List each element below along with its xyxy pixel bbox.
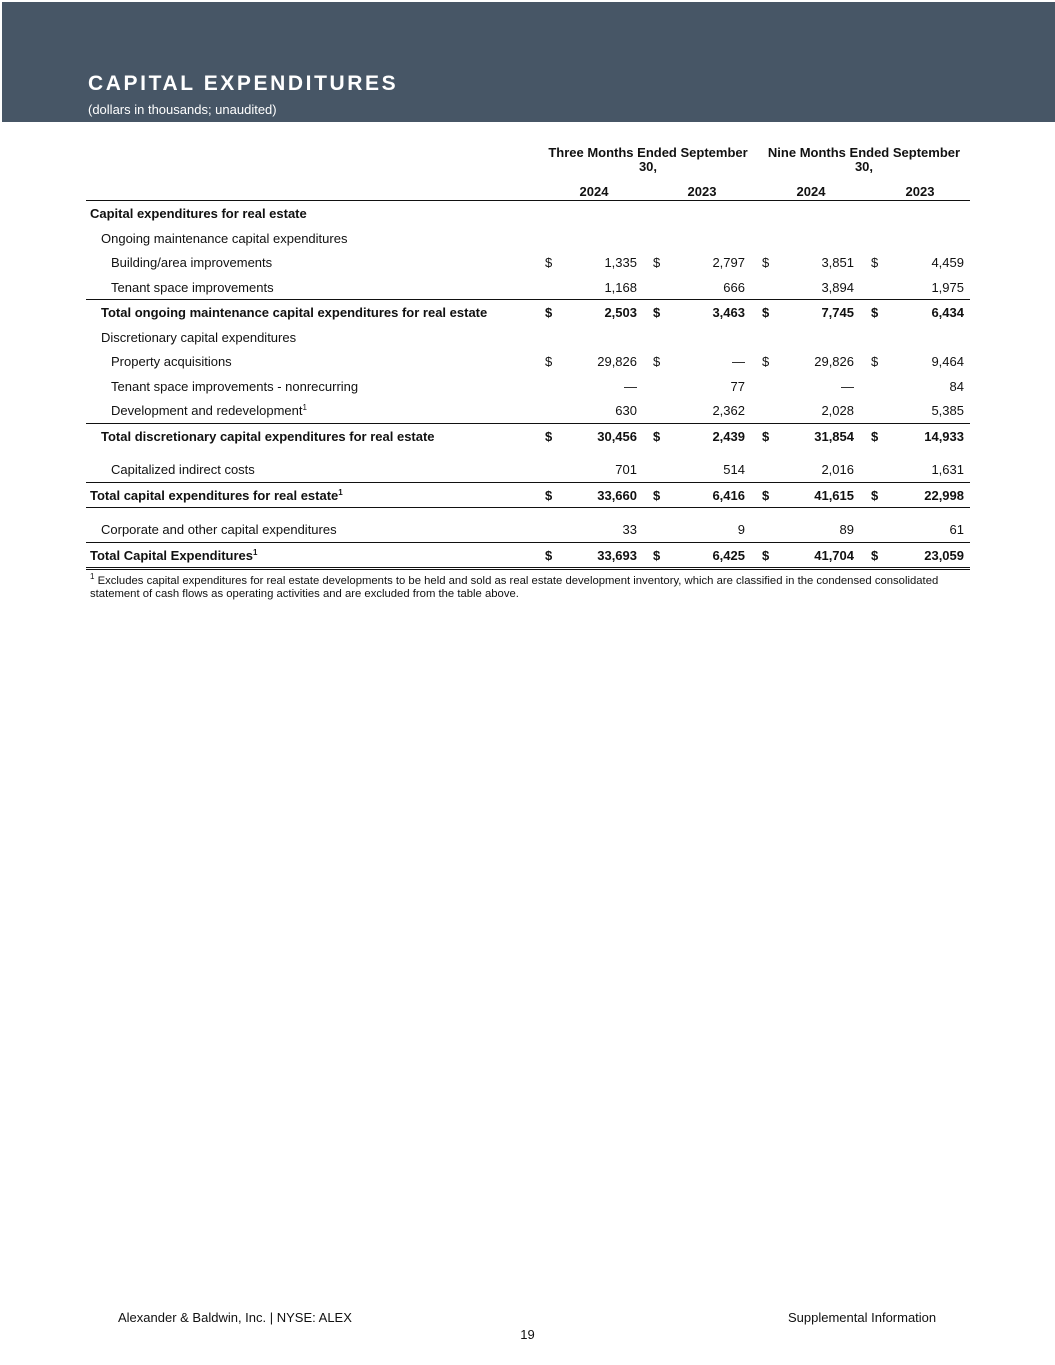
cell-value: 1,631 [931, 462, 964, 477]
currency-symbol: $ [762, 487, 770, 503]
currency-symbol: $ [545, 547, 553, 563]
table-row [86, 226, 970, 251]
cell-value: — [841, 378, 854, 394]
cell-value: 6,425 [712, 547, 745, 563]
cell-value: 2,439 [712, 428, 745, 444]
cell-value: 9,464 [931, 354, 964, 369]
cell-value: 30,456 [597, 428, 637, 444]
cell-value: 701 [615, 462, 637, 477]
cell-value: 33,660 [597, 487, 637, 503]
cell-value: 2,016 [821, 462, 854, 477]
row-label: Tenant space improvements [111, 279, 274, 295]
currency-symbol: $ [653, 547, 661, 563]
cell-value: 6,434 [931, 305, 964, 320]
cell-value: 1,335 [604, 255, 637, 270]
currency-symbol: $ [871, 305, 879, 320]
cell-value: 9 [737, 522, 745, 537]
currency-symbol: $ [545, 354, 553, 369]
group-header-nine-months: Nine Months Ended September 30, [767, 145, 961, 174]
currency-symbol: $ [871, 428, 879, 444]
header-banner [2, 2, 1055, 122]
year-header: 2024 [796, 184, 826, 199]
cell-value: 6,416 [712, 487, 745, 503]
row-label: Property acquisitions [111, 354, 232, 369]
cell-value: 666 [723, 279, 745, 295]
cell-value: 3,851 [821, 255, 854, 270]
footer-company: Alexander & Baldwin, Inc. | NYSE: ALEX [118, 1310, 352, 1325]
cell-value: 29,826 [814, 354, 854, 369]
table-row [86, 517, 970, 542]
footnote-marker: 1 [338, 487, 343, 497]
table-row [86, 423, 970, 449]
row-label: Discretionary capital expenditures [101, 329, 297, 345]
currency-symbol: $ [871, 255, 879, 270]
currency-symbol: $ [871, 547, 879, 563]
currency-symbol: $ [653, 305, 661, 320]
currency-symbol: $ [545, 487, 553, 503]
cell-value: 7,745 [821, 305, 854, 320]
cell-value: — [624, 378, 637, 394]
table-row [86, 250, 970, 275]
currency-symbol: $ [653, 487, 661, 503]
row-label: Development and redevelopment$^1$ [111, 403, 307, 418]
table-row [86, 398, 970, 423]
row-label: Building/area improvements [111, 255, 273, 270]
page-title: CAPITAL EXPENDITURES [88, 72, 399, 95]
page-subtitle: (dollars in thousands; unaudited) [88, 102, 277, 117]
currency-symbol: $ [545, 305, 553, 320]
currency-symbol: $ [653, 354, 661, 369]
table-row [86, 482, 970, 509]
cell-value: 2,362 [712, 403, 745, 418]
cell-value: 1,168 [604, 279, 637, 295]
cell-value: 33 [622, 522, 637, 537]
cell-value: 84 [949, 378, 964, 394]
currency-symbol: $ [762, 354, 770, 369]
cell-value: 2,503 [604, 305, 637, 320]
cell-value: 33,693 [597, 547, 637, 563]
currency-symbol: $ [545, 428, 553, 444]
cell-value: 630 [615, 403, 637, 418]
currency-symbol: $ [762, 547, 770, 563]
row-label: Tenant space improvements - nonrecurring [111, 378, 359, 394]
currency-symbol: $ [653, 428, 661, 444]
cell-value: 77 [730, 378, 745, 394]
table-row [86, 349, 970, 374]
cell-value: 514 [723, 462, 745, 477]
capex-table [86, 138, 970, 570]
row-label: Total capital expenditures for real estate$^1$ [90, 487, 343, 503]
table-row [86, 542, 970, 571]
footnote-marker: 1 [302, 403, 307, 412]
cell-value: 22,998 [924, 487, 964, 503]
cell-value: 23,059 [924, 547, 964, 563]
cell-value: — [732, 354, 745, 369]
cell-value: 2,797 [712, 255, 745, 270]
row-label: Total Capital Expenditures$^1$ [90, 547, 258, 563]
cell-value: 61 [949, 522, 964, 537]
row-label: Total discretionary capital expenditures for real estate [101, 428, 435, 444]
cell-value: 41,615 [814, 487, 854, 503]
footnote-text: Excludes capital expenditures for real estate developments to be held and sold as real estate development inventory, which are classified in the condensed consolidated statement of cash flows as operating activities and are excluded from the table above. [90, 575, 939, 600]
currency-symbol: $ [871, 487, 879, 503]
year-header: 2024 [579, 184, 609, 199]
group-header-three-months: Three Months Ended September 30, [548, 145, 748, 174]
page-number: 19 [520, 1327, 535, 1342]
row-label: Corporate and other capital expenditures [101, 522, 337, 537]
cell-value: 4,459 [931, 255, 964, 270]
cell-value: 5,385 [931, 403, 964, 418]
table-row [86, 457, 970, 482]
cell-value: 1,975 [931, 279, 964, 295]
cell-value: 3,463 [712, 305, 745, 320]
year-header: 2023 [687, 184, 717, 199]
currency-symbol: $ [545, 255, 553, 270]
footnote-marker: 1 [90, 572, 95, 581]
table-row [86, 299, 970, 325]
footnote-marker: 1 [253, 547, 258, 557]
footnote [90, 572, 960, 601]
cell-value: 2,028 [821, 403, 854, 418]
table-row [86, 325, 970, 350]
currency-symbol: $ [871, 354, 879, 369]
currency-symbol: $ [762, 305, 770, 320]
row-label: Capitalized indirect costs [111, 462, 255, 477]
cell-value: 14,933 [924, 428, 964, 444]
cell-value: 29,826 [597, 354, 637, 369]
cell-value: 41,704 [814, 547, 854, 563]
row-label: Total ongoing maintenance capital expenditures for real estate [101, 305, 488, 320]
table-row [86, 275, 970, 300]
currency-symbol: $ [762, 428, 770, 444]
row-label: Capital expenditures for real estate [90, 206, 307, 221]
currency-symbol: $ [653, 255, 661, 270]
table-row [86, 374, 970, 399]
row-label: Ongoing maintenance capital expenditures [101, 230, 348, 246]
cell-value: 89 [839, 522, 854, 537]
table-header [86, 138, 970, 201]
footer-section: Supplemental Information [788, 1310, 937, 1325]
table-row [86, 201, 970, 226]
year-header: 2023 [905, 184, 935, 199]
cell-value: 31,854 [814, 428, 854, 444]
currency-symbol: $ [762, 255, 770, 270]
cell-value: 3,894 [821, 279, 854, 295]
